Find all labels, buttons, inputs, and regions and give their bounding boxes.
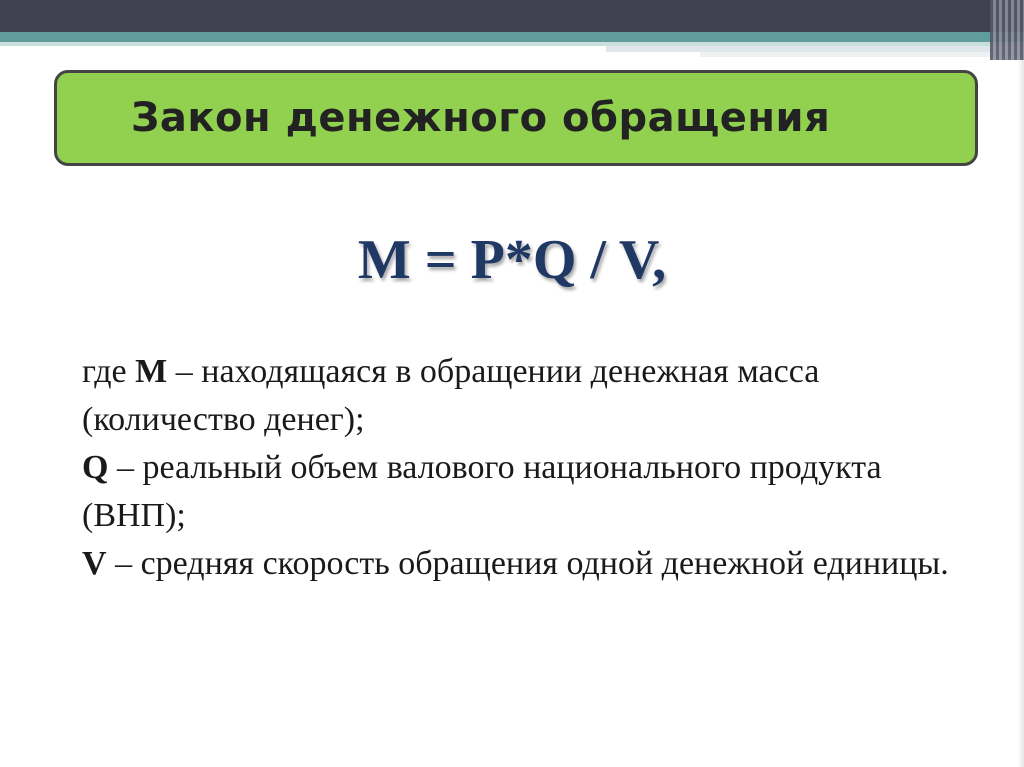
definition-symbol: V: [82, 545, 107, 582]
definitions: [82, 348, 982, 588]
definition-q: [82, 444, 982, 540]
definition-prefix: где: [82, 353, 136, 390]
definition-v: [82, 540, 982, 588]
header-teal-stripe: [0, 32, 1024, 42]
header-band: [0, 0, 1024, 32]
definition-symbol: M: [135, 353, 168, 390]
definition-symbol: Q: [82, 449, 109, 486]
definition-m: [82, 348, 982, 444]
definition-text: – реальный объем валового национального продукта (ВНП);: [82, 449, 882, 534]
definition-text: – средняя скорость обращения одной денежной единицы.: [106, 545, 949, 582]
header-right-accent-b: [700, 52, 1024, 57]
definition-text: – находящаяся в обращении денежная масса (количество денег);: [82, 353, 820, 438]
corner-stripes: [990, 0, 1024, 60]
right-edge-shadow: [1018, 60, 1024, 767]
formula: M = P*Q / V,: [357, 229, 667, 291]
title-box: [54, 70, 978, 166]
slide-title: Закон денежного обращения: [131, 95, 831, 141]
